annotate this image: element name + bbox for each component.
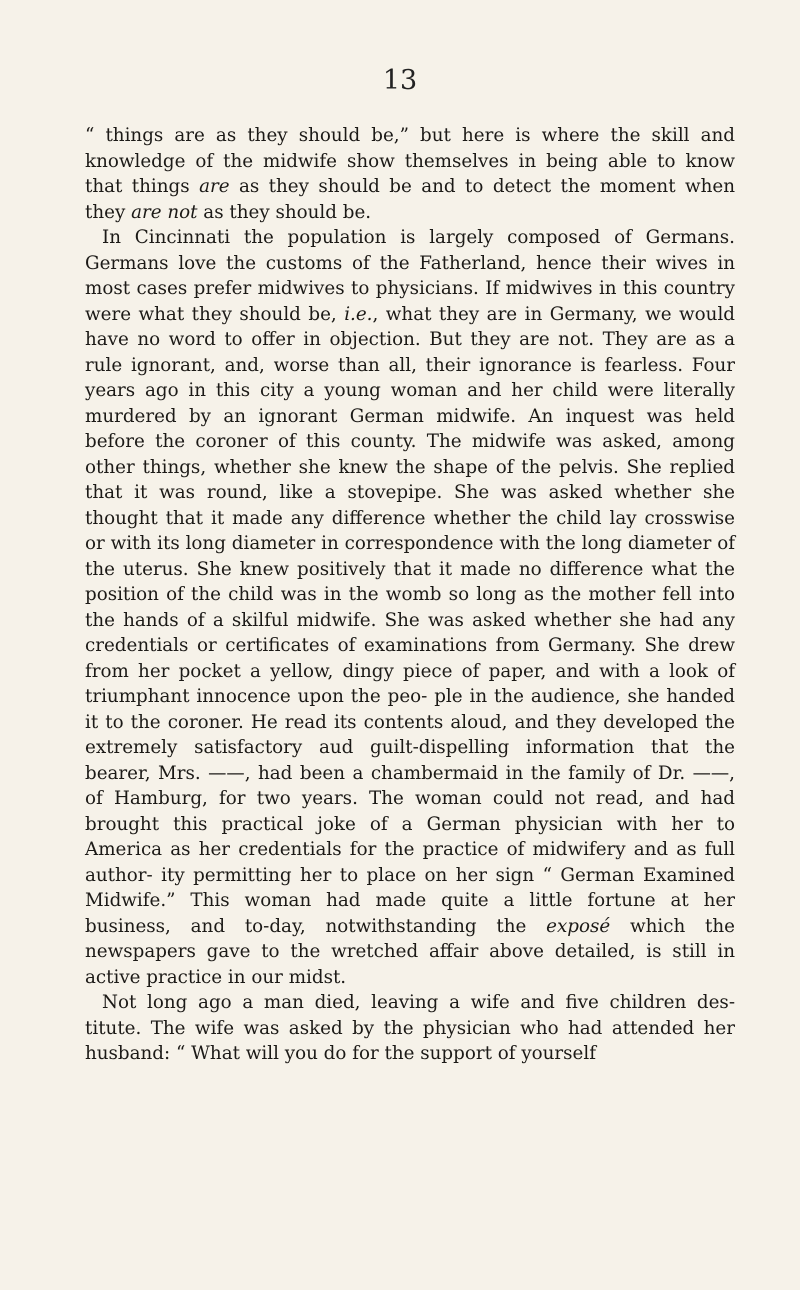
text-segment: In Cincinnati the population is largely composed of Germans. Germans love the customs of the Fatherland, hence their wives in most cases prefer midwives to physicians. If midwives in this country were what they should be, [85, 227, 735, 325]
emphasis-text: are [199, 176, 230, 197]
page-number: 13 [382, 65, 418, 96]
text-segment: as they should be and to detect the moment when they [85, 176, 735, 223]
text-segment: as they should be. [197, 201, 372, 223]
text-segment: , what they are in Germany, we would have no word to offer in objection. But they are not. They are as a rule ignorant, and, worse than all, their ignorance is fearless. Four years ago in this city a young woman and her child were literally murdered by an ignorant German midwife. An inquest was held before the coroner of this county. The midwife was asked, among other things, whether she knew the shape of the pelvis. She replied that it was round, like a stovepipe. She was asked whether she thought that it made any difference whether the child lay crosswise or with its long diameter in correspondence with the long diameter of the uterus. She knew positively that it made no difference what the position of the child was in the womb so long as the mother fell into the hands of a skilful midwife. She was asked whether she had any credentials or certificates of examinations from Germany. She drew from her pocket a yellow, dingy piece of paper, and with a look of triumphant innocence upon the peo- ple in the audience, she handed it to the coroner. He read its contents aloud, and they developed the extremely satisfactory aud guilt-dispelling information that the bearer, Mrs. ——, had been a chambermaid in the family of Dr. ——, of Hamburg, for two years. The woman could not read, and had brought this practical joke of a German physician with her to America as her credentials for the practice of midwifery and as full author- ity permitting her to place on her sign “ German Examined Midwife.” This woman had made quite a little fortune at her business, and to-day, notwithstanding the [85, 303, 735, 937]
emphasis-text: i.e. [344, 303, 373, 325]
paragraph [85, 225, 735, 990]
emphasis-text: exposé [546, 915, 611, 937]
emphasis-text: are not [131, 201, 198, 223]
text-segment: Not long ago a man died, leaving a wife and five children des- titute. The wife was asked by the physician who had attended her husband: “ What will you do for the support of yourself [85, 992, 735, 1064]
text-segment: which the newspapers gave to the wretched affair above detailed, is still in active practice in our midst. [85, 915, 735, 988]
paragraph [85, 990, 735, 1067]
text-segment: “ things are as they should be,” but here is where the skill and knowledge of the midwife show themselves in being able to know that things [85, 125, 735, 197]
body-text [85, 123, 735, 1067]
paragraph [85, 123, 735, 225]
